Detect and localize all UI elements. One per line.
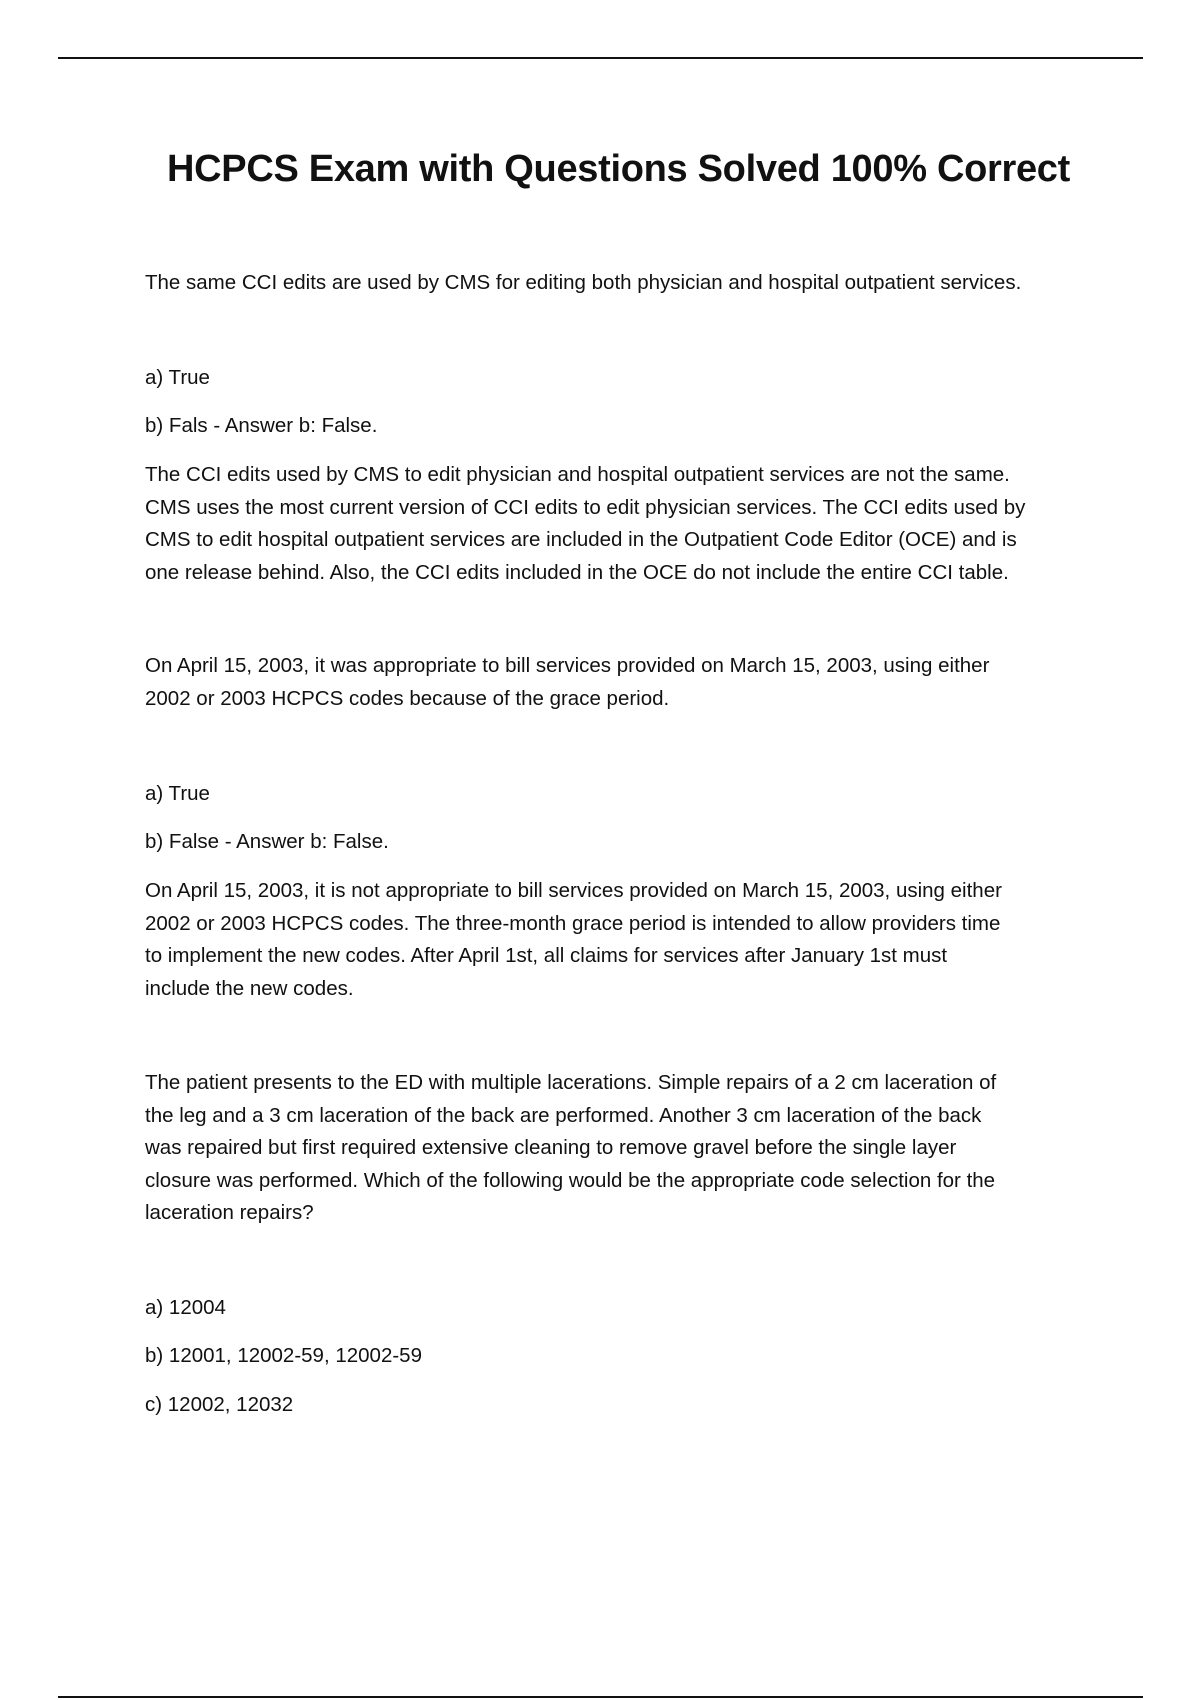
question-2-explanation-line: 2002 or 2003 HCPCS codes. The three-month grace period is intended to allow providers time — [145, 911, 1001, 935]
question-3-prompt-line: The patient presents to the ED with multiple lacerations. Simple repairs of a 2 cm laceration of — [145, 1071, 997, 1094]
question-2-option-b: b) False - Answer b: False. — [145, 830, 389, 853]
question-3-prompt-line: was repaired but first required extensive cleaning to remove gravel before the single layer — [145, 1136, 957, 1159]
document-title: HCPCS Exam with Questions Solved 100% Correct — [167, 148, 1070, 190]
question-1-explanation-line: CMS to edit hospital outpatient services are included in the Outpatient Code Editor (OCE) and is — [145, 528, 1017, 551]
question-2-prompt-line: On April 15, 2003, it was appropriate to bill services provided on March 15, 2003, using either — [145, 654, 990, 677]
question-2-option-a: a) True — [145, 782, 210, 805]
header-rule — [58, 57, 1143, 59]
question-1-option-a: a) True — [145, 366, 210, 389]
question-2-explanation-line: On April 15, 2003, it is not appropriate to bill services provided on March 15, 2003, using either — [145, 879, 1002, 902]
footer-rule — [58, 1696, 1143, 1698]
question-2-explanation-line: include the new codes. — [145, 976, 354, 1000]
question-2-prompt-line: 2002 or 2003 HCPCS codes because of the grace period. — [145, 686, 670, 710]
question-3-option-b: b) 12001, 12002-59, 12002-59 — [145, 1344, 422, 1367]
question-1-explanation — [145, 459, 1095, 589]
question-3-prompt-line: the leg and a 3 cm laceration of the back are performed. Another 3 cm laceration of the back — [145, 1103, 982, 1127]
question-1-option-b: b) Fals - Answer b: False. — [145, 414, 378, 437]
question-2-explanation-line: to implement the new codes. After April 1st, all claims for services after January 1st must — [145, 944, 948, 967]
question-3-option-c: c) 12002, 12032 — [145, 1393, 294, 1416]
question-1-explanation-line: one release behind. Also, the CCI edits included in the OCE do not include the entire CCI table. — [145, 560, 1009, 584]
question-3-prompt-line: laceration repairs? — [145, 1201, 314, 1224]
question-3-prompt-line: closure was performed. Which of the following would be the appropriate code selection for the — [145, 1168, 996, 1192]
question-1-prompt-line: The same CCI edits are used by CMS for editing both physician and hospital outpatient services. — [145, 271, 1022, 294]
question-1-prompt — [145, 267, 1095, 300]
question-1-explanation-line: The CCI edits used by CMS to edit physician and hospital outpatient services are not the same. — [145, 463, 1010, 486]
question-2-prompt — [145, 650, 1095, 715]
question-1-explanation-line: CMS uses the most current version of CCI edits to edit physician services. The CCI edits used by — [145, 495, 1026, 519]
question-3-option-a: a) 12004 — [145, 1296, 226, 1319]
question-3-prompt — [145, 1067, 1095, 1230]
question-2-explanation — [145, 875, 1095, 1005]
